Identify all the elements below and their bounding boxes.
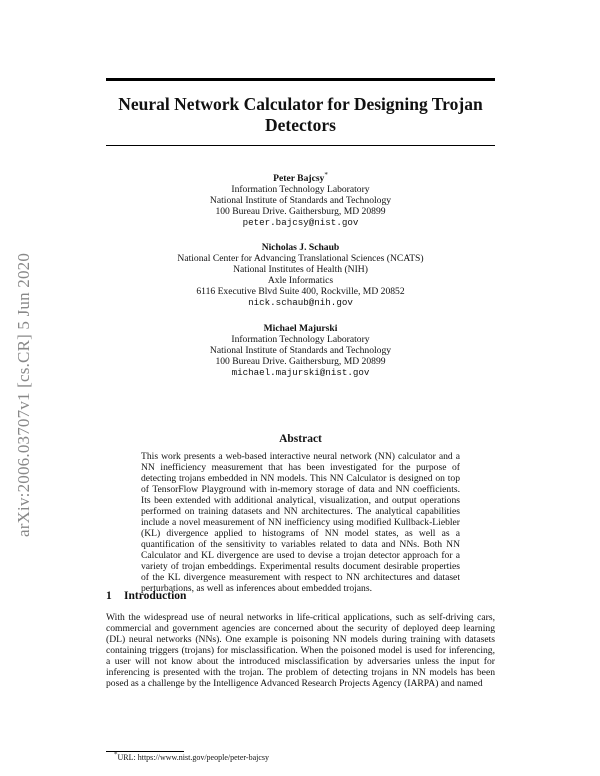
affiliation-line: 100 Bureau Drive. Gaithersburg, MD 20899 (215, 356, 386, 367)
author-email[interactable]: nick.schaub@nih.gov (248, 297, 353, 308)
paper-title: Neural Network Calculator for Designing Trojan Detectors (118, 94, 483, 135)
author-email[interactable]: peter.bajcsy@nist.gov (242, 217, 359, 228)
affiliation-line: Information Technology Laboratory (231, 334, 370, 345)
abstract-body (141, 451, 460, 594)
author-email[interactable]: michael.majurski@nist.gov (231, 367, 370, 378)
author-block-2 (106, 242, 495, 308)
author-name: Michael Majurski (263, 323, 338, 334)
abstract-text: This work presents a web-based interactive neural network (NN) calculator and a NN inefficiency measurement that has been investigated for the purpose of detecting trojans embedded in NN models. This NN Calculator is designed on top of TensorFlow Playground with in-memory storage of data and NN coefficients. Its been extended with additional analytical, visualization, and output operations performed on training datasets and NN architectures. The analytical capabilities include a novel measurement of NN inefficiency using modified Kullback-Liebler (KL) divergence applied to histograms of NN model states, as well as a quantification of the sensitivity to variables related to data and NNs. Both NN Calculator and KL divergence are used to devise a trojan detector approach for a variety of trojan embeddings. Experimental results document desirable properties of the KL divergence measurement with respect to NN architectures and dataset perturbations, as well as inferences about embedded trojans. (141, 451, 460, 594)
affiliation-line: 6116 Executive Blvd Suite 400, Rockville, MD 20852 (196, 286, 405, 297)
author-name: Nicholas J. Schaub (261, 242, 340, 253)
footnote-text[interactable]: URL: https://www.nist.gov/people/peter-bajcsy (117, 753, 270, 762)
footnote-marker: * (114, 750, 118, 759)
introduction-text: With the widespread use of neural networks in life-critical applications, such as self-driving cars, commercial and government agencies are concerned about the security of deployed deep learning (DL) neural networks (NNs). One example is poisoning NN models during training with datasets containing triggers (trojans) for misclassification. When the poisoned model is used for inferencing, a user will not know about the introduced misclassification by adversaries unless the input for inferencing is presented with the trojan. The problem of detecting trojans in NN models has been posed as a challenge by the Intelligence Advanced Research Projects Agency (IARPA) and named (106, 612, 495, 689)
section-heading-introduction (106, 590, 186, 602)
affiliation-line: National Center for Advancing Translational Sciences (NCATS) (177, 253, 424, 264)
section-title: Introduction (124, 590, 187, 602)
title-top-rule (106, 78, 495, 81)
affiliation-line: Axle Informatics (267, 275, 334, 286)
arxiv-identifier-text: arXiv:2006.03707v1 [cs.CR] 5 Jun 2020 (14, 252, 34, 538)
affiliation-line: National Institutes of Health (NIH) (233, 264, 368, 275)
section-number: 1 (106, 590, 112, 602)
author-name: Peter Bajcsy (273, 173, 325, 184)
footnote-marker: * (324, 170, 328, 179)
title-bottom-rule (106, 145, 495, 146)
affiliation-line: Information Technology Laboratory (231, 184, 370, 195)
author-block-1 (106, 170, 495, 228)
affiliation-line: National Institute of Standards and Technology (209, 345, 392, 356)
author-block-3 (106, 323, 495, 378)
introduction-body (106, 612, 495, 689)
abstract-heading: Abstract (279, 433, 322, 445)
footnote (114, 750, 270, 763)
affiliation-line: National Institute of Standards and Technology (209, 195, 392, 206)
arxiv-identifier-stamp (8, 215, 40, 575)
affiliation-line: 100 Bureau Drive. Gaithersburg, MD 20899 (215, 206, 386, 217)
